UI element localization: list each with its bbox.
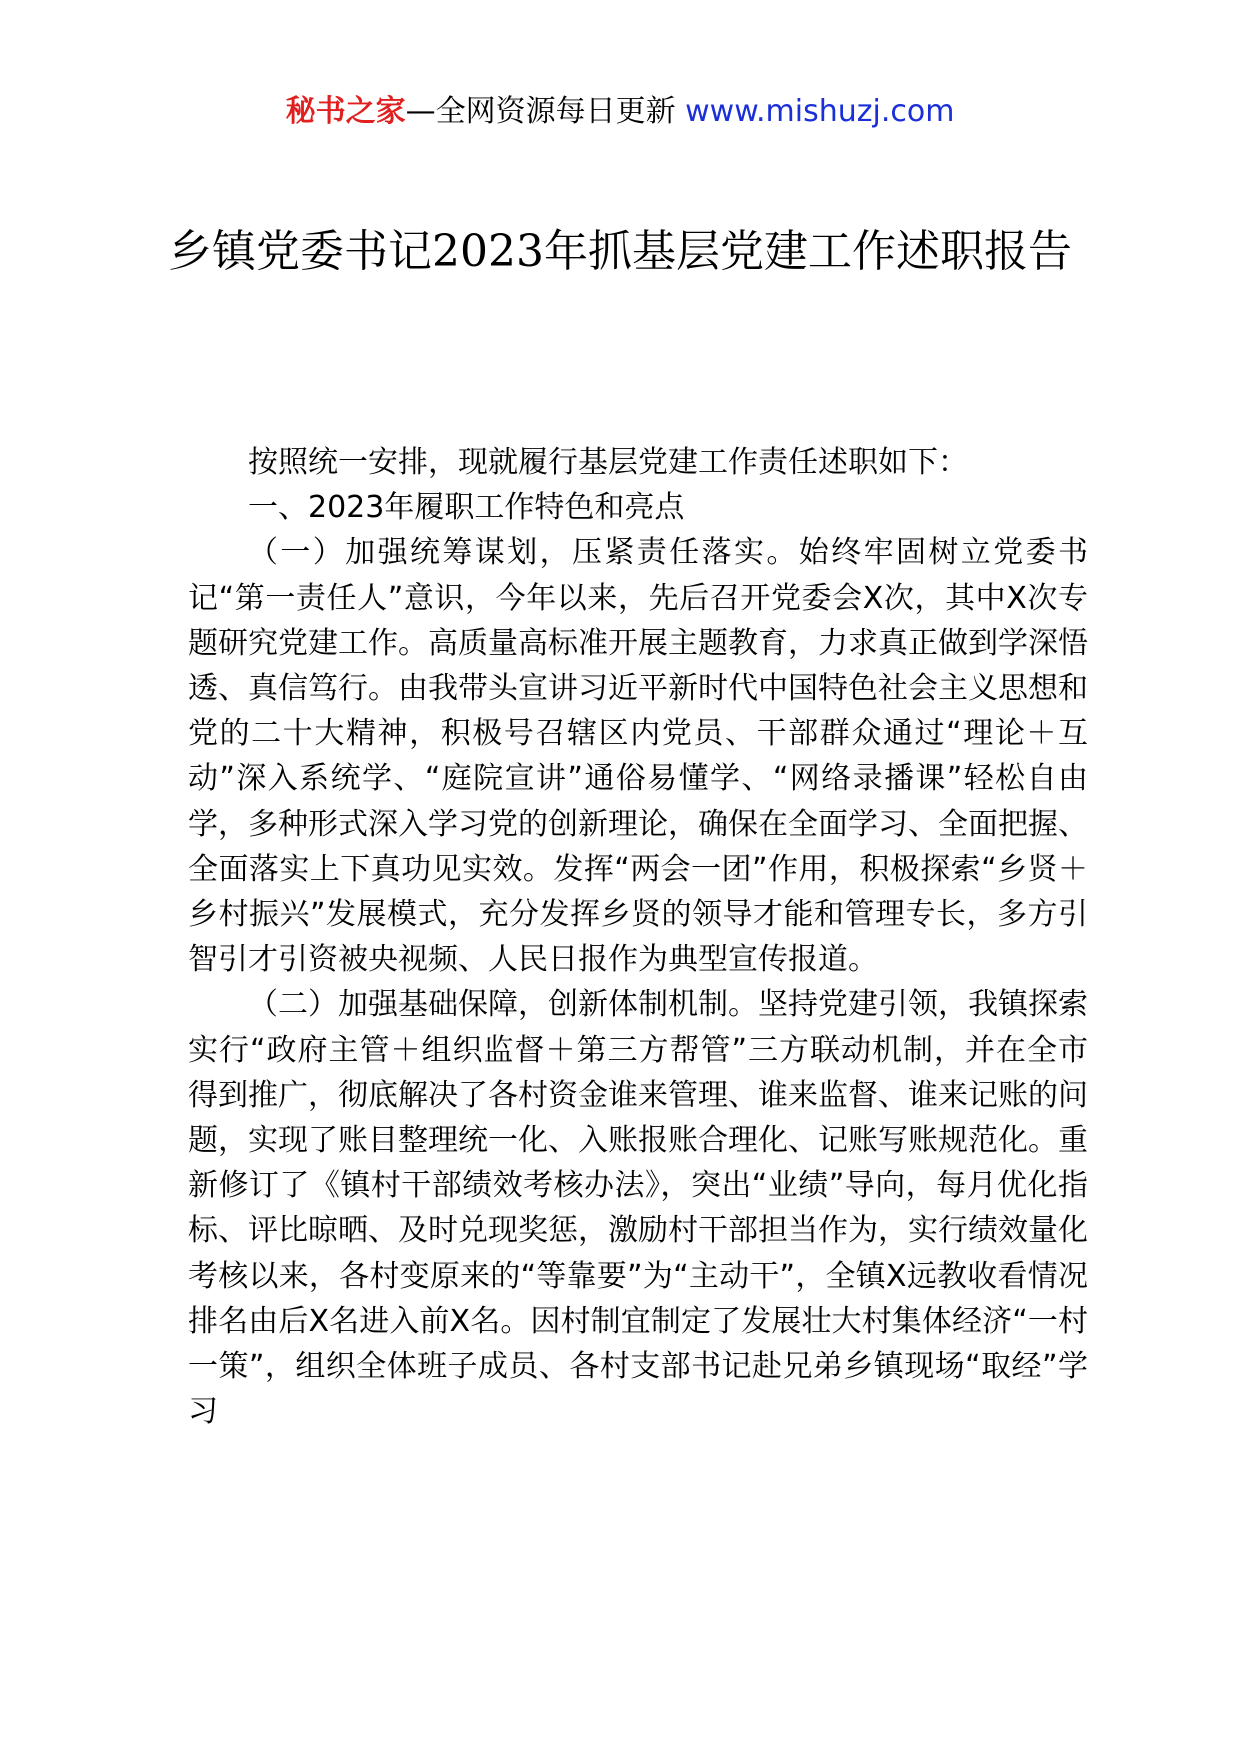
document-title: 乡镇党委书记2023年抓基层党建工作述职报告: [168, 226, 1072, 277]
section-heading: 一、2023年履职工作特色和亮点: [248, 490, 685, 526]
body-paragraph: （一）加强统筹谋划，压紧责任落实。始终牢固树立党委书记“第一责任人”意识，今年以来，先后召开党委会X次，其中X次专题研究党建工作。高质量高标准开展主题教育，力求真正做到学深悟透、真信笃行。由我带头宣讲习近平新时代中国特色社会主义思想和党的二十大精神，积极号召辖区内党员、干部群众通过“理论＋互动”深入系统学、“庭院宣讲”通俗易懂学、“网络录播课”轻松自由学，多种形式深入学习党的创新理论，确保在全面学习、全面把握、全面落实上下真功见实效。发挥“两会一团”作用，积极探索“乡贤＋乡村振兴”发展模式，充分发挥乡贤的领导才能和管理专长，多方引智引才引资被央视频、人民日报作为典型宣传报道。: [188, 535, 1088, 978]
intro-paragraph: 按照统一安排，现就履行基层党建工作责任述职如下：: [248, 445, 968, 480]
body-paragraph: （二）加强基础保障，创新体制机制。坚持党建引领，我镇探索实行“政府主管＋组织监督＋第三方帮管”三方联动机制，并在全市得到推广，彻底解决了各村资金谁来管理、谁来监督、谁来记账的问题，实现了账目整理统一化、入账报账合理化、记账写账规范化。重新修订了《镇村干部绩效考核办法》，突出“业绩”导向，每月优化指标、评比晾晒、及时兑现奖惩，激励村干部担当作为，实行绩效量化考核以来，各村变原来的“等靠要”为“主动干”，全镇X远教收看情况排名由后X名进入前X名。因村制宜制定了发展壮大村集体经济“一村一策”，组织全体班子成员、各村支部书记赴兄弟乡镇现场“取经”学习: [188, 987, 1088, 1430]
site-tagline: —全网资源每日更新: [405, 94, 686, 129]
site-url-link[interactable]: www.mishuzj.com: [685, 94, 955, 129]
site-header: [0, 92, 1240, 132]
site-brand: 秘书之家: [285, 94, 406, 129]
document-body: [188, 440, 1088, 1434]
